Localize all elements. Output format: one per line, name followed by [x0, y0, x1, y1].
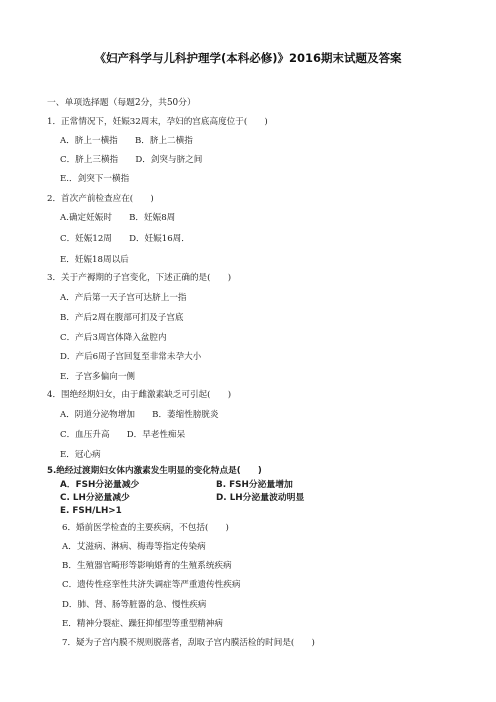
q2-option-line: C．妊娠12周 D．妊娠16周．: [60, 234, 190, 244]
q3-option-line: A．产后第一天子宫可达脐上一指: [60, 293, 187, 303]
q5-option-d: D. LH分泌量波动明显: [216, 493, 305, 503]
q6-option-line: A．艾滋病、淋病、梅毒等指定传染病: [62, 542, 206, 552]
q1-option-line: E.．剑突下一横指: [60, 174, 130, 184]
q5-option-a: A．FSH分泌量减少: [60, 480, 140, 490]
question-4: 4．围绝经期妇女，由于雌激素缺乏可引起( ): [47, 390, 232, 400]
q5-option-b: B. FSH分泌量增加: [216, 480, 293, 490]
question-3: 3．关于产褥期的子宫变化，下述正确的是( ): [47, 273, 232, 283]
question-5: 5.绝经过渡期妇女体内激素发生明显的变化特点是( ): [47, 466, 262, 476]
q6-option-line: B．生殖器官畸形等影响婚育的生殖系统疾病: [62, 561, 232, 571]
q3-option-line: B．产后2周在腹部可扪及子宫底: [60, 313, 184, 323]
page-title: 《妇产科学与儿科护理学(本科必修)》2016期末试题及答案: [94, 51, 402, 65]
q4-option-line: E．冠心病: [60, 450, 101, 460]
q3-option-line: C．产后3周宫体降入盆腔内: [60, 333, 167, 343]
q6-option-line: E．精神分裂症、躁狂抑郁型等重型精神病: [62, 619, 223, 629]
question-2: 2．首次产前检查应在( ): [47, 194, 154, 204]
q5-option-e: E. FSH/LH>1: [60, 506, 122, 516]
q6-option-line: C．遗传性痉挛性共济失调症等严重遗传性疾病: [62, 580, 241, 590]
q4-option-line: A．阴道分泌物增加 B．萎缩性膀胱炎: [60, 410, 219, 420]
q2-option-line: A.确定妊娠时 B．妊娠8周: [60, 213, 176, 223]
q1-option-line: C．脐上三横指 D．剑突与脐之间: [60, 155, 203, 165]
q6-option-line: D．肺、肾、肠等脏器的急、慢性疾病: [62, 600, 207, 610]
q1-option-line: A．脐上一横指 B．脐上二横指: [60, 136, 193, 146]
q2-option-line: E．妊娠18周以后: [60, 255, 129, 265]
section-heading: 一、单项选择题（每题2分，共50分）: [47, 98, 196, 108]
question-6: 6．婚前医学检查的主要疾病，不包括( ): [62, 523, 229, 533]
q4-option-line: C．血压升高 D．早老性痴呆: [60, 430, 186, 440]
question-7: 7．疑为子宫内膜不规则脱落者，刮取子宫内膜活检的时间是( ): [62, 638, 315, 648]
question-1: 1．正常情况下，妊娠32周末，孕妇的宫底高度位于( ): [47, 117, 268, 127]
q3-option-line: E．子宫多偏向一侧: [60, 372, 136, 382]
q3-option-line: D．产后6周子宫回复至非常未孕大小: [60, 352, 202, 362]
q5-option-c: C. LH分泌量减少: [60, 493, 130, 503]
